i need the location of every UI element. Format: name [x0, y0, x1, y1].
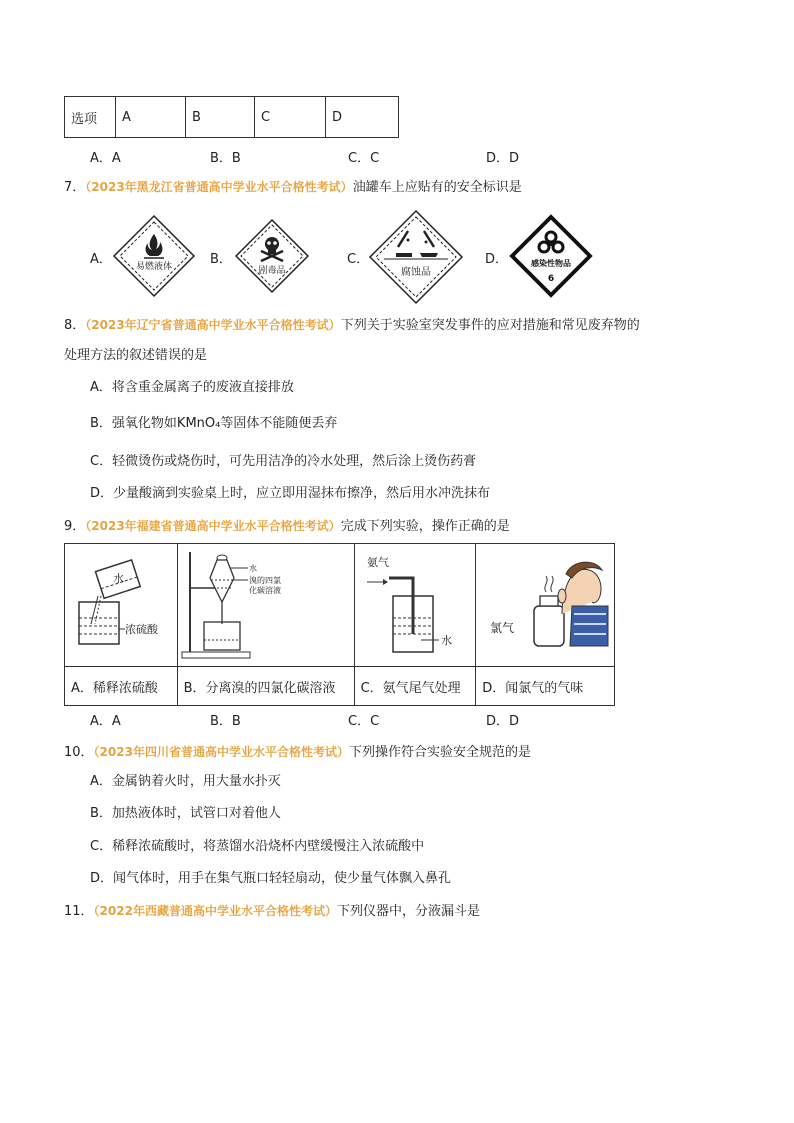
q6-option-table	[64, 96, 399, 138]
q10-source: （2023年四川省普通高中学业水平合格性考试）	[93, 745, 349, 759]
q7-number: 7．	[64, 180, 86, 195]
q6-table-cell-b: B	[186, 97, 255, 138]
q9-image-a	[65, 544, 178, 667]
toxic-sign-icon[interactable]	[234, 218, 310, 294]
smell-chlorine-illustration	[476, 544, 613, 662]
q9-source: （2023年福建省普通高中学业水平合格性考试）	[85, 519, 341, 533]
q8-option-d[interactable]: D．少量酸滴到实验桌上时，应立即用湿抹布擦净，然后用水冲洗抹布	[90, 486, 491, 501]
q7-option-c-letter[interactable]: C．	[347, 252, 370, 267]
d-gas-label: 氯气	[490, 621, 515, 635]
q7-source: （2023年黑龙江省普通高中学业水平合格性考试）	[85, 180, 353, 194]
q9-answer-a[interactable]: A．A	[90, 714, 121, 729]
q8-stem-line2: 处理方法的叙述错误的是	[64, 348, 208, 363]
q9-text: 完成下列实验，操作正确的是	[340, 519, 510, 534]
q9-caption-d[interactable]: D．闻氯气的气味	[476, 667, 615, 706]
separatory-funnel-illustration	[178, 544, 353, 662]
q10-option-c[interactable]: C．稀释浓硫酸时，将蒸馏水沿烧杯内壁缓慢注入浓硫酸中	[90, 839, 425, 854]
q8-stem-line1	[64, 315, 640, 336]
c-water-label: 水	[440, 634, 452, 647]
b-water-label: 水	[248, 564, 257, 573]
q9-image-d	[476, 544, 615, 667]
q10-stem	[64, 742, 531, 763]
b-solution-label-2: 化碳溶液	[248, 586, 281, 595]
q9-experiment-table	[64, 543, 615, 706]
c-gas-label: 氨气	[366, 556, 389, 569]
q7-option-a-letter[interactable]: A．	[90, 252, 112, 267]
q10-option-b[interactable]: B．加热液体时，试管口对着他人	[90, 806, 281, 821]
q10-option-d[interactable]: D．闻气体时，用手在集气瓶口轻轻扇动，使少量气体飘入鼻孔	[90, 871, 452, 886]
q9-answer-c[interactable]: C．C	[348, 714, 380, 729]
a-acid-label: 浓硫酸	[125, 623, 158, 636]
q9-caption-b[interactable]: B．分离溴的四氯化碳溶液	[177, 667, 354, 706]
q8-number: 8．	[64, 318, 86, 333]
q6-table-cell-d: D	[326, 97, 399, 138]
q10-number: 10．	[64, 745, 94, 760]
q10-option-a[interactable]: A．金属钠着火时，用大量水扑灭	[90, 774, 281, 789]
q7-option-b-letter[interactable]: B．	[210, 252, 232, 267]
q8-text-line1: 下列关于实验室突发事件的应对措施和常见废弃物的	[340, 318, 640, 333]
q6-answer-b[interactable]: B．B	[210, 151, 241, 166]
q9-stem	[64, 516, 510, 537]
corrosive-sign-icon[interactable]	[368, 209, 464, 305]
q9-answer-d[interactable]: D．D	[486, 714, 520, 729]
q9-caption-a[interactable]: A．稀释浓硫酸	[65, 667, 178, 706]
q7-option-d-letter[interactable]: D．	[485, 252, 509, 267]
q8-option-a[interactable]: A．将含重金属离子的废液直接排放	[90, 380, 294, 395]
q6-answer-c[interactable]: C．C	[348, 151, 380, 166]
q8-option-b[interactable]: B．强氧化物如KMnO₄等固体不能随便丢弃	[90, 416, 338, 431]
q6-table-cell-a: A	[116, 97, 186, 138]
q8-source: （2023年辽宁省普通高中学业水平合格性考试）	[85, 318, 341, 332]
q8-option-c[interactable]: C．轻微烫伤或烧伤时，可先用洁净的冷水处理，然后涂上烫伤药膏	[90, 454, 477, 469]
sign-class-number: 6	[547, 274, 555, 284]
dilute-sulfuric-acid-illustration	[65, 544, 176, 662]
q9-image-b	[177, 544, 354, 667]
flammable-liquid-sign-icon[interactable]	[112, 214, 196, 298]
sign-label-infectious: 感染性物品	[531, 259, 571, 268]
a-water-label: 水	[113, 572, 124, 585]
q10-text: 下列操作符合实验安全规范的是	[348, 745, 531, 760]
q6-table-cell-c: C	[255, 97, 326, 138]
q9-image-c	[354, 544, 476, 667]
q7-stem	[64, 177, 522, 198]
b-solution-label-1: 溴的四氯	[248, 576, 281, 585]
q11-number: 11．	[64, 904, 94, 919]
q6-answer-a[interactable]: A．A	[90, 151, 121, 166]
infectious-substance-sign-icon[interactable]	[508, 213, 594, 299]
q11-source: （2022年西藏普通高中学业水平合格性考试）	[93, 904, 337, 918]
ammonia-absorption-illustration	[355, 544, 475, 662]
sign-label-flammable: 易燃液体	[135, 262, 173, 272]
q9-answer-b[interactable]: B．B	[210, 714, 241, 729]
q7-text: 油罐车上应贴有的安全标识是	[352, 180, 522, 195]
sign-label-corrosive: 腐蚀品	[401, 267, 431, 278]
q6-table-header: 选项	[65, 97, 116, 138]
q11-text: 下列仪器中，分液漏斗是	[336, 904, 480, 919]
sign-label-toxic: 剧毒品	[258, 266, 286, 276]
q9-number: 9．	[64, 519, 86, 534]
q9-caption-c[interactable]: C．氨气尾气处理	[354, 667, 476, 706]
q11-stem	[64, 901, 480, 922]
q6-answer-d[interactable]: D．D	[486, 151, 520, 166]
